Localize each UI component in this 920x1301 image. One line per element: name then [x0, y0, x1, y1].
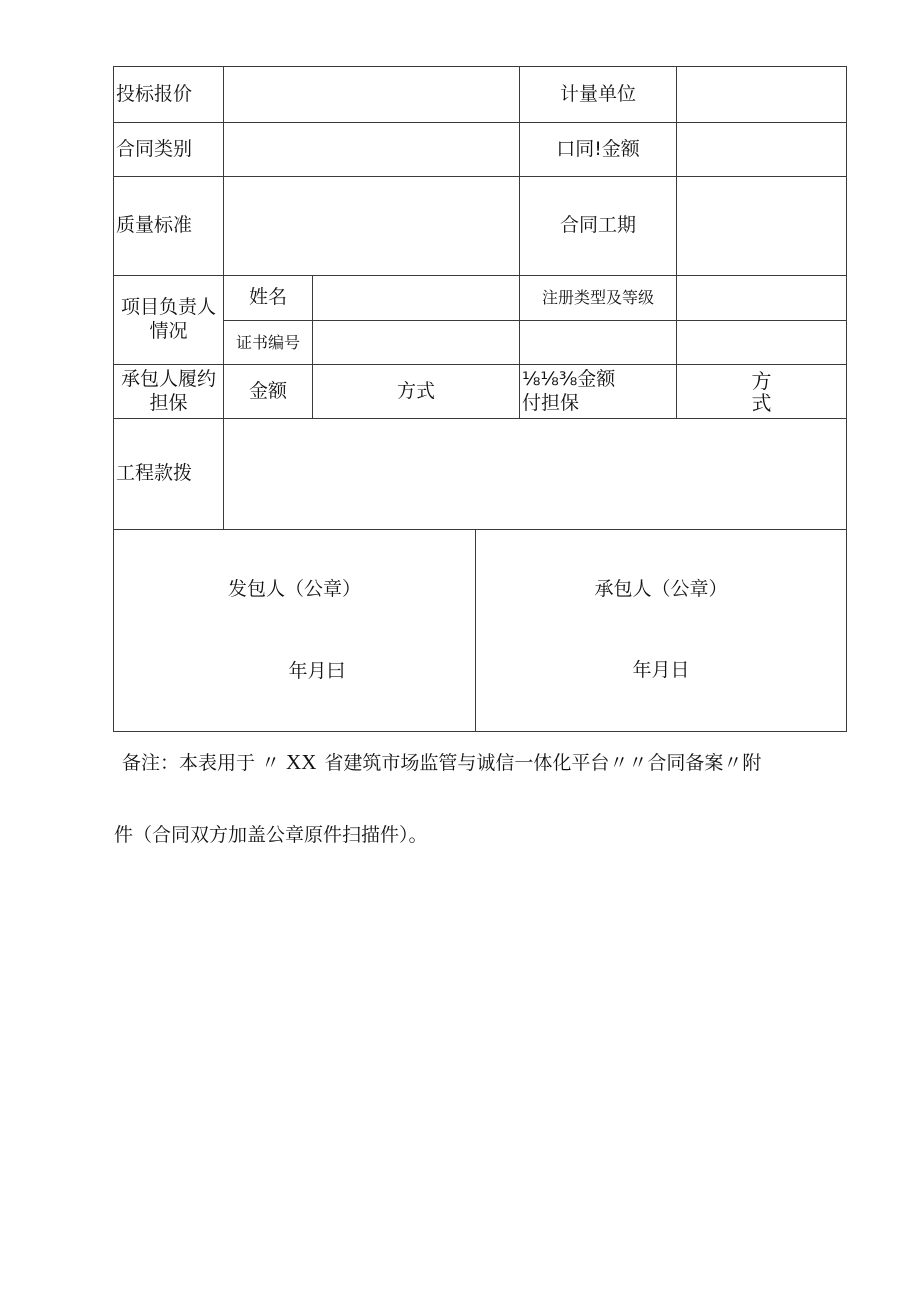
quality-label: 质量标准 [113, 176, 224, 276]
payment-method-label-line2: 式 [751, 390, 772, 415]
blank-cell-a[interactable] [519, 320, 677, 365]
payment-guarantee-label-line2: 付担保 [522, 391, 580, 414]
payment-method-label [676, 364, 847, 419]
note-platform: 省建筑市场监管与诚信一体化平台〃〃合同备案〃附 [324, 752, 762, 774]
payment-guarantee-label [519, 364, 677, 419]
name-field[interactable] [312, 275, 520, 321]
note-line-2: 件（合同双方加盖公章原件扫描件）。 [114, 824, 428, 846]
certificate-number-field[interactable] [312, 320, 520, 365]
contract-amount-field[interactable] [676, 122, 847, 177]
payment-label: 工程款拨 [113, 418, 224, 530]
payment-method-label-line1: 方 [751, 368, 772, 393]
unit-field[interactable] [676, 66, 847, 123]
contract-form-table [113, 66, 847, 732]
guarantee-amount-label: 金额 [223, 364, 313, 419]
bid-price-field[interactable] [223, 66, 520, 123]
performance-guarantee-label [113, 364, 224, 419]
blank-cell-b[interactable] [676, 320, 847, 365]
note-line-1 [122, 748, 761, 775]
registration-type-label: 注册类型及等级 [519, 275, 677, 321]
contract-type-label: 合同类别 [113, 122, 224, 177]
guarantee-method-label: 方式 [312, 364, 520, 419]
contractor-seal-box[interactable] [475, 529, 847, 732]
project-manager-label-line2: 情况 [149, 320, 188, 342]
performance-guarantee-label-line1: 承包人履约 [120, 367, 216, 390]
employer-date: 年月曰 [288, 660, 346, 682]
project-manager-label-line1: 项目负责人 [120, 296, 216, 319]
contract-amount-label: 口同!金额 [519, 122, 677, 177]
note-quote-open: 〃 [261, 752, 281, 774]
note-xx: XX [286, 750, 317, 774]
bid-price-label: 投标报价 [113, 66, 224, 123]
employer-seal-label: 发包人（公章） [227, 578, 361, 600]
duration-label: 合同工期 [519, 176, 677, 276]
performance-guarantee-label-line2: 担保 [149, 391, 188, 414]
contractor-seal-label: 承包人（公章） [594, 578, 728, 600]
duration-field[interactable] [676, 176, 847, 276]
unit-label: 计量单位 [519, 66, 677, 123]
employer-seal-box[interactable] [113, 529, 476, 732]
quality-field[interactable] [223, 176, 520, 276]
payment-field[interactable] [223, 418, 847, 530]
project-manager-label [113, 275, 224, 365]
note-prefix: 备注：本表用于 [122, 752, 256, 774]
contractor-date: 年月日 [632, 659, 690, 681]
payment-guarantee-label-line1: ⅛⅛⅜金额 [522, 367, 616, 390]
contract-type-field[interactable] [223, 122, 520, 177]
registration-type-field[interactable] [676, 275, 847, 321]
name-label: 姓名 [223, 275, 313, 321]
certificate-number-label: 证书编号 [223, 320, 313, 365]
